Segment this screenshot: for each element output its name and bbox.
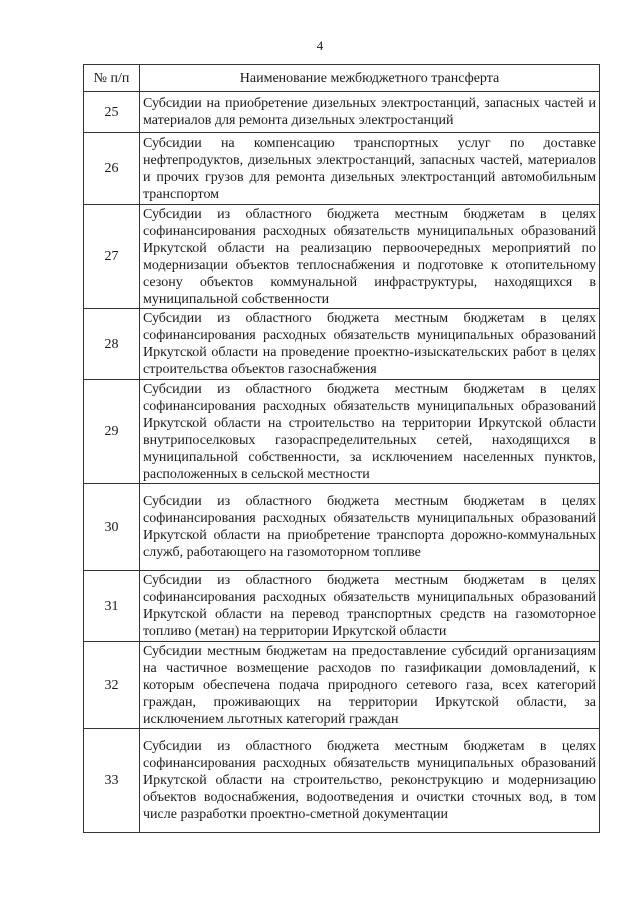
- row-name: Субсидии из областного бюджета местным бюджетам в целях софинансирования расходных обязательств муниципальных образований Иркутской области на строительство, реконструкцию и модернизацию объектов водоснабжения, водоотведения и очистки сточных вод, в том числе разработки проектно-сметной документации: [140, 729, 600, 833]
- column-header-name: Наименование межбюджетного трансферта: [140, 65, 600, 92]
- table-row: [84, 380, 600, 484]
- row-number: 27: [84, 205, 140, 309]
- transfers-table: [83, 64, 600, 833]
- row-name: Субсидии из областного бюджета местным бюджетам в целях софинансирования расходных обязательств муниципальных образований Иркутской области на реализацию первоочередных мероприятий по модернизации объектов теплоснабжения и подготовке к отопительному сезону объектов коммунальной инфраструктуры, находящихся в муниципальной собственности: [140, 205, 600, 309]
- column-header-number: № п/п: [84, 65, 140, 92]
- table-row: [84, 92, 600, 133]
- table-row: [84, 729, 600, 833]
- row-number: 28: [84, 309, 140, 380]
- table-header-row: [84, 65, 600, 92]
- page-number: 4: [316, 38, 324, 53]
- row-name: Субсидии на приобретение дизельных электростанций, запасных частей и материалов для ремонта дизельных электростанций: [140, 92, 600, 133]
- row-number: 31: [84, 571, 140, 642]
- row-name: Субсидии на компенсацию транспортных услуг по доставке нефтепродуктов, дизельных электростанций, запасных частей, материалов и прочих грузов для ремонта дизельных электростанций автомобильным транспортом: [140, 133, 600, 205]
- table-row: [84, 642, 600, 729]
- table-row: [84, 205, 600, 309]
- table-row: [84, 133, 600, 205]
- row-number: 30: [84, 484, 140, 571]
- row-name: Субсидии местным бюджетам на предоставление субсидий организациям на частичное возмещение расходов по газификации домовладений, к которым обеспечена подача природного сетевого газа, всех категорий граждан, проживающих на территории Иркутской области, за исключением льготных категорий граждан: [140, 642, 600, 729]
- row-number: 32: [84, 642, 140, 729]
- table-row: [84, 484, 600, 571]
- row-number: 29: [84, 380, 140, 484]
- row-number: 33: [84, 729, 140, 833]
- row-number: 25: [84, 92, 140, 133]
- row-number: 26: [84, 133, 140, 205]
- row-name: Субсидии из областного бюджета местным бюджетам в целях софинансирования расходных обязательств муниципальных образований Иркутской области на строительство на территории Иркутской области внутрипоселковых газораспределительных сетей, находящихся в муниципальной собственности, за исключением населенных пунктов, расположенных в сельской местности: [140, 380, 600, 484]
- table-row: [84, 571, 600, 642]
- table-row: [84, 309, 600, 380]
- row-name: Субсидии из областного бюджета местным бюджетам в целях софинансирования расходных обязательств муниципальных образований Иркутской области на проведение проектно-изыскательских работ в целях строительства объектов газоснабжения: [140, 309, 600, 380]
- row-name: Субсидии из областного бюджета местным бюджетам в целях софинансирования расходных обязательств муниципальных образований Иркутской области на приобретение транспорта дорожно-коммунальных служб, работающего на газомоторном топливе: [140, 484, 600, 571]
- row-name: Субсидии из областного бюджета местным бюджетам в целях софинансирования расходных обязательств муниципальных образований Иркутской области на перевод транспортных средств на газомоторное топливо (метан) на территории Иркутской области: [140, 571, 600, 642]
